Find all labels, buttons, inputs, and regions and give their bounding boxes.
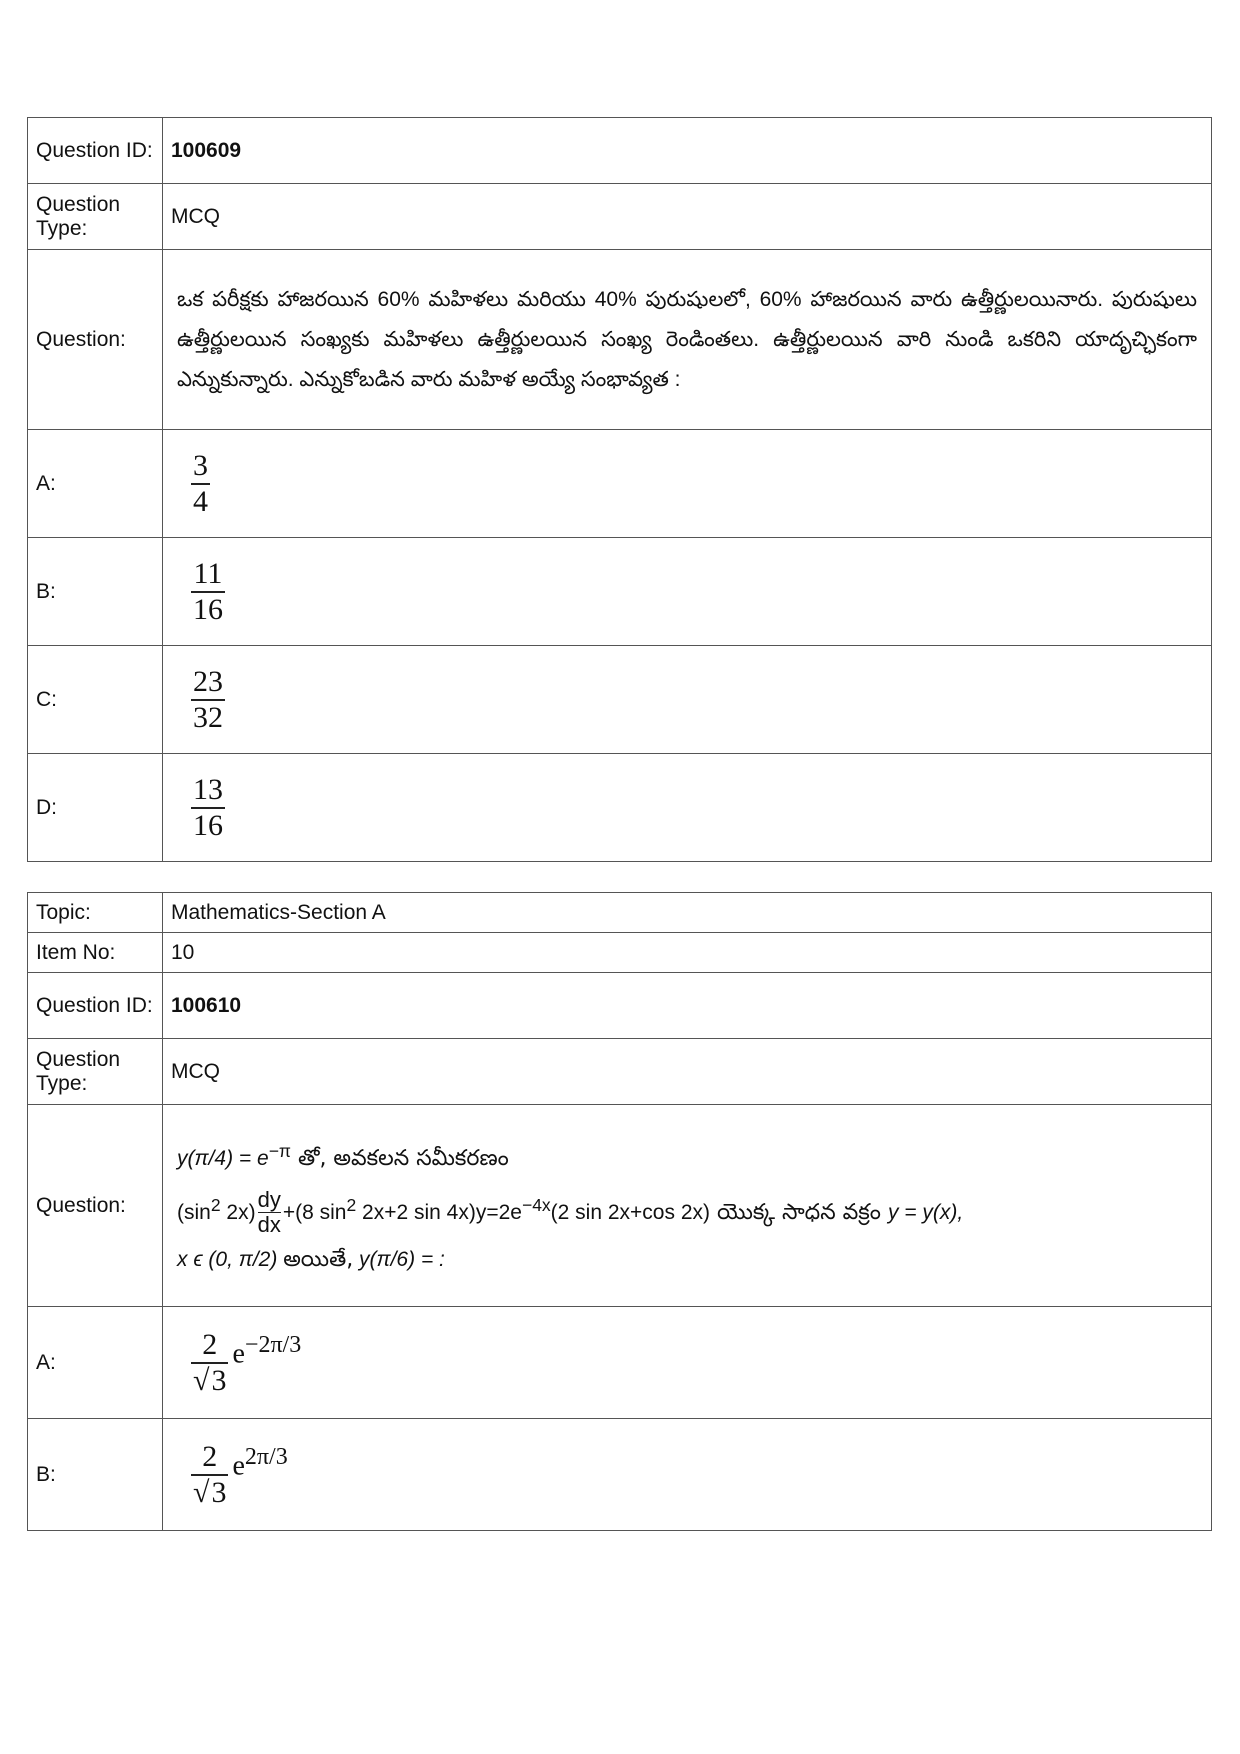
- equation-part: 2x): [220, 1200, 256, 1224]
- option-a-exponential: $e^{-2\pi/3}$: [232, 1331, 302, 1369]
- question-text: ఒక పరీక్షకు హాజరయిన 60% మహిళలు మరియు 40% పురుషులలో, 60% హాజరయిన వారు ఉత్తీర్ణులయినారు. పురుషులు ఉత్తీర్ణులయిన సంఖ్యకు మహిళలు ఉత్తీర్ణులయిన సంఖ్య రెండింతలు. ఉత్తీర్ణులయిన వారి నుండి ఒకరిని యాదృచ్ఛికంగా ఎన్నుకున్నారు. ఎన్నుకోబడిన వారు మహిళ అయ్యే సంభావ్యత :: [163, 250, 1212, 430]
- option-b-exponent: 2π/3: [244, 1443, 288, 1470]
- option-a: [163, 1307, 1212, 1419]
- option-a-denominator: 4: [193, 484, 208, 518]
- option-b-denominator: 16: [193, 592, 223, 626]
- equation-part: +(8 sin: [282, 1200, 347, 1224]
- asked-value: y(π/6) = :: [353, 1248, 445, 1272]
- initial-condition: y(π/4) = e: [177, 1146, 269, 1170]
- question-id-value: 100610: [163, 973, 1212, 1039]
- option-b-label: B:: [28, 538, 163, 646]
- option-a: [163, 430, 1212, 538]
- item-no-label: Item No:: [28, 933, 163, 973]
- option-b-exponential: $e^{2\pi/3}$: [232, 1443, 288, 1481]
- exponent: −4x: [521, 1194, 551, 1215]
- option-a-fraction: [191, 1328, 228, 1398]
- option-b-label: B:: [28, 1419, 163, 1531]
- item-no-value: 10: [163, 933, 1212, 973]
- exponent: 2: [346, 1194, 357, 1215]
- question-text: [163, 1105, 1212, 1307]
- option-a-fraction: [191, 449, 210, 519]
- equation-part: (2 sin 2x+cos 2x): [550, 1200, 710, 1224]
- question-id-label: Question ID:: [28, 973, 163, 1039]
- question-line-2: [177, 1182, 1197, 1238]
- question-type-value: MCQ: [163, 1039, 1212, 1105]
- option-b-fraction: [191, 1440, 228, 1510]
- derivative-fraction: [258, 1188, 281, 1237]
- option-b-fraction: [191, 557, 225, 627]
- sqrt-radicand: 3: [211, 1363, 227, 1397]
- option-b-numerator: 11: [193, 556, 223, 590]
- equation-part: 2x+2 sin 4x)y=2e: [356, 1200, 522, 1224]
- exponent: 2: [210, 1194, 221, 1215]
- option-d: [163, 754, 1212, 862]
- question-id-label: Question ID:: [28, 118, 163, 184]
- option-a-label: A:: [28, 1307, 163, 1419]
- question-table-100609: [27, 117, 1212, 862]
- option-a-label: A:: [28, 430, 163, 538]
- option-a-denominator: √3: [193, 1363, 227, 1397]
- question-table-100610: [27, 892, 1212, 1531]
- telugu-text: అయితే,: [283, 1247, 354, 1273]
- option-a-numerator: 2: [202, 1327, 218, 1361]
- equation-part: (sin: [177, 1200, 211, 1224]
- option-c-numerator: 23: [193, 664, 223, 698]
- option-c: [163, 646, 1212, 754]
- option-d-label: D:: [28, 754, 163, 862]
- topic-label: Topic:: [28, 893, 163, 933]
- equation-part: y = y(x),: [887, 1200, 964, 1224]
- derivative-denominator: dx: [257, 1212, 281, 1238]
- question-line-3: [177, 1237, 1197, 1283]
- option-b: [163, 538, 1212, 646]
- option-a-exponent: −2π/3: [244, 1331, 302, 1358]
- option-d-fraction: [191, 773, 225, 843]
- option-b-numerator: 2: [202, 1439, 218, 1473]
- question-id-value: 100609: [163, 118, 1212, 184]
- domain-condition: x ϵ (0, π/2): [177, 1248, 284, 1272]
- telugu-text: యొక్క సాధన వక్రం: [710, 1199, 888, 1225]
- exponent: −π: [268, 1140, 291, 1161]
- sqrt-radicand: 3: [211, 1475, 227, 1509]
- option-c-denominator: 32: [193, 700, 223, 734]
- telugu-text: తో, అవకలన సమీకరణం: [290, 1145, 509, 1171]
- question-line-1: [177, 1128, 1197, 1182]
- option-c-fraction: [191, 665, 225, 735]
- question-type-label: Question Type:: [28, 184, 163, 250]
- question-type-value: MCQ: [163, 184, 1212, 250]
- option-d-denominator: 16: [193, 808, 223, 842]
- option-a-numerator: 3: [193, 448, 208, 482]
- topic-value: Mathematics-Section A: [163, 893, 1212, 933]
- option-b-denominator: √3: [193, 1475, 227, 1509]
- question-type-label: Question Type:: [28, 1039, 163, 1105]
- option-b: [163, 1419, 1212, 1531]
- question-label: Question:: [28, 250, 163, 430]
- option-c-label: C:: [28, 646, 163, 754]
- option-d-numerator: 13: [193, 772, 223, 806]
- question-label: Question:: [28, 1105, 163, 1307]
- derivative-numerator: dy: [257, 1187, 281, 1213]
